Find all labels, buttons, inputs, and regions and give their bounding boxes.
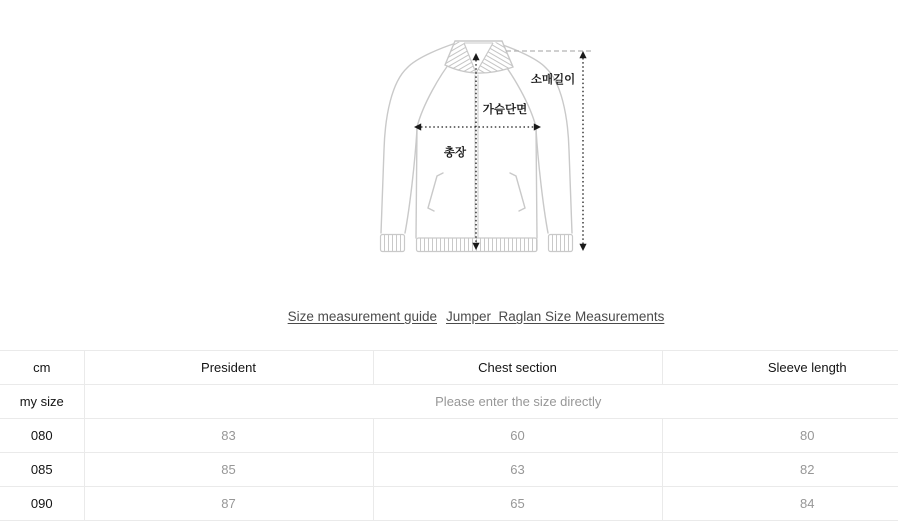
sleeve-length-value: 82 <box>662 453 898 487</box>
my-size-row <box>0 385 898 419</box>
jacket-measurement-diagram <box>360 20 610 270</box>
chest-section-value: 65 <box>373 487 662 521</box>
sleeve-length-value: 80 <box>662 419 898 453</box>
total-length-arrow <box>472 53 479 250</box>
right-pocket <box>510 173 525 211</box>
column-header-chest-section: Chest section <box>373 351 662 385</box>
jacket-diagram-svg <box>360 20 610 270</box>
president-value: 85 <box>84 453 373 487</box>
size-measurement-guide-link[interactable]: Size measurement guide <box>287 309 437 324</box>
left-pocket <box>428 173 443 211</box>
collar <box>445 41 513 73</box>
size-guide-links <box>0 308 898 326</box>
my-size-label-cell: my size <box>0 385 84 419</box>
size-row-080 <box>0 419 898 453</box>
president-value: 87 <box>84 487 373 521</box>
size-cell: 080 <box>0 419 84 453</box>
column-header-president: President <box>84 351 373 385</box>
chest-width-label: 가슴단면 <box>482 104 528 116</box>
size-cell: 090 <box>0 487 84 521</box>
sleeve-length-arrow <box>579 51 586 251</box>
measurement-annotations <box>414 51 593 251</box>
size-table-wrap <box>0 350 898 521</box>
size-row-085 <box>0 453 898 487</box>
size-row-090 <box>0 487 898 521</box>
size-cell: 085 <box>0 453 84 487</box>
sleeve-length-value: 84 <box>662 487 898 521</box>
chest-section-value: 63 <box>373 453 662 487</box>
total-length-label: 총장 <box>443 147 467 159</box>
size-table-header-row <box>0 351 898 385</box>
president-value: 83 <box>84 419 373 453</box>
my-size-input-cell[interactable]: Please enter the size directly <box>84 385 898 419</box>
column-header-sleeve-length: Sleeve length <box>662 351 898 385</box>
unit-header-cell: cm <box>0 351 84 385</box>
chest-section-value: 60 <box>373 419 662 453</box>
jumper-raglan-measurements-link[interactable]: Jumper_Raglan Size Measurements <box>445 309 665 324</box>
sleeve-length-label: 소매길이 <box>530 74 576 86</box>
size-table <box>0 350 898 521</box>
